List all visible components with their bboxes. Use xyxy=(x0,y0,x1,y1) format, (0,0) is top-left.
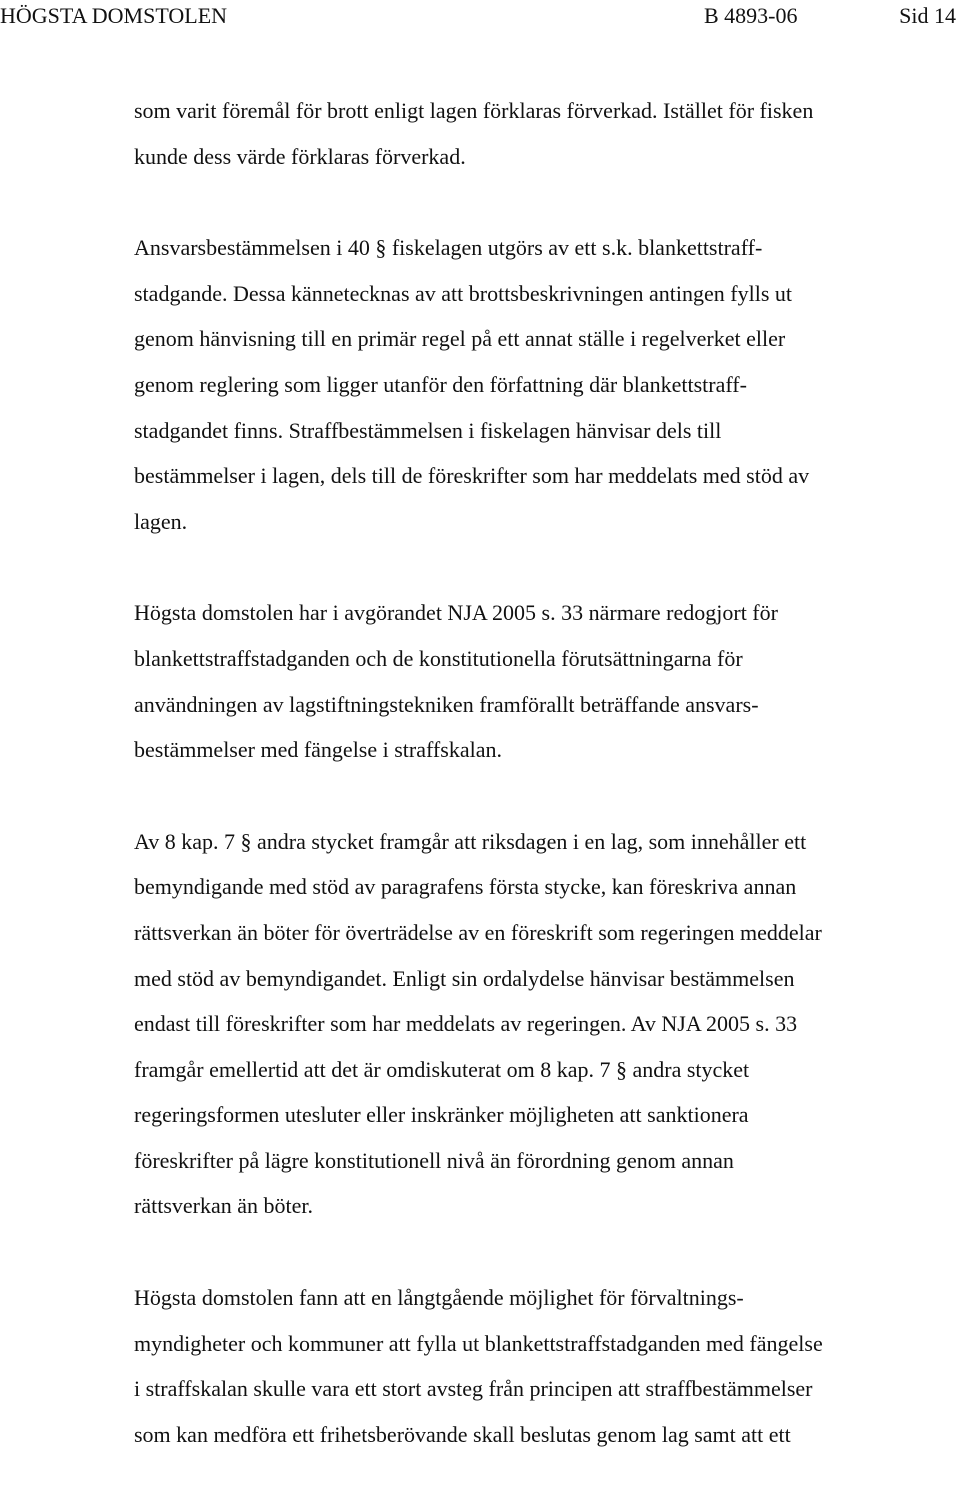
page-header xyxy=(0,0,960,32)
text-line: Av 8 kap. 7 § andra stycket framgår att riksdagen i en lag, som innehåller ett xyxy=(134,828,807,854)
text-line: med stöd av bemyndigandet. Enligt sin ordalydelse hänvisar bestämmelsen xyxy=(134,965,795,991)
text-line: lagen. xyxy=(134,508,188,534)
text-line: rättsverkan än böter. xyxy=(134,1193,313,1219)
text-line: som varit föremål för brott enligt lagen förklaras förverkad. Istället för fisken xyxy=(134,98,814,123)
text-line: bestämmelser med fängelse i straffskalan. xyxy=(134,737,502,763)
text-line: endast till föreskrifter som har meddelats av regeringen. Av NJA 2005 s. 33 xyxy=(134,1011,798,1037)
text-line: kunde dess värde förklaras förverkad. xyxy=(134,143,466,169)
text-line: bemyndigande med stöd av paragrafens första stycke, kan föreskriva annan xyxy=(134,874,797,900)
text-line: bestämmelser i lagen, dels till de föreskrifter som har meddelats med stöd av xyxy=(134,463,810,489)
paragraph-5 xyxy=(134,1275,934,1457)
paragraph-1 xyxy=(134,88,934,179)
paragraph-2 xyxy=(134,225,934,544)
paragraph-4 xyxy=(134,819,934,1229)
text-line: framgår emellertid att det är omdiskuterat om 8 kap. 7 § andra stycket xyxy=(134,1056,750,1082)
text-line: rättsverkan än böter för överträdelse av en föreskrift som regeringen meddelar xyxy=(134,919,822,945)
text-line: stadgandet finns. Straffbestämmelsen i fiskelagen hänvisar dels till xyxy=(134,417,722,443)
text-line: föreskrifter på lägre konstitutionell nivå än förordning genom annan xyxy=(134,1147,734,1173)
document-body xyxy=(134,88,934,1503)
text-line: myndigheter och kommuner att fylla ut blankettstraffstadganden med fängelse xyxy=(134,1330,823,1356)
text-line: i straffskalan skulle vara ett stort avsteg från principen att straffbestämmelser xyxy=(134,1376,813,1402)
case-number: B 4893-06 xyxy=(704,3,798,28)
page-number: Sid 14 xyxy=(899,3,956,28)
text-line: genom reglering som ligger utanför den författning där blankettstraff- xyxy=(134,371,747,397)
text-line: blankettstraffstadganden och de konstitutionella förutsättningarna för xyxy=(134,645,743,671)
text-line: Högsta domstolen fann att en långtgående möjlighet för förvaltnings- xyxy=(134,1285,744,1311)
paragraph-3 xyxy=(134,590,934,772)
text-line: regeringsformen utesluter eller inskränker möjligheten att sanktionera xyxy=(134,1102,749,1128)
text-line: som kan medföra ett frihetsberövande skall beslutas genom lag samt att ett xyxy=(134,1421,791,1447)
text-line: genom hänvisning till en primär regel på ett annat ställe i regelverket eller xyxy=(134,326,786,352)
text-line: användningen av lagstiftningstekniken framförallt beträffande ansvars- xyxy=(134,691,759,717)
text-line: stadgande. Dessa kännetecknas av att brottsbeskrivningen antingen fylls ut xyxy=(134,280,792,306)
text-line: Högsta domstolen har i avgörandet NJA 2005 s. 33 närmare redogjort för xyxy=(134,600,778,626)
text-line: Ansvarsbestämmelsen i 40 § fiskelagen utgörs av ett s.k. blankettstraff- xyxy=(134,235,763,261)
court-name: HÖGSTA DOMSTOLEN xyxy=(0,3,228,28)
